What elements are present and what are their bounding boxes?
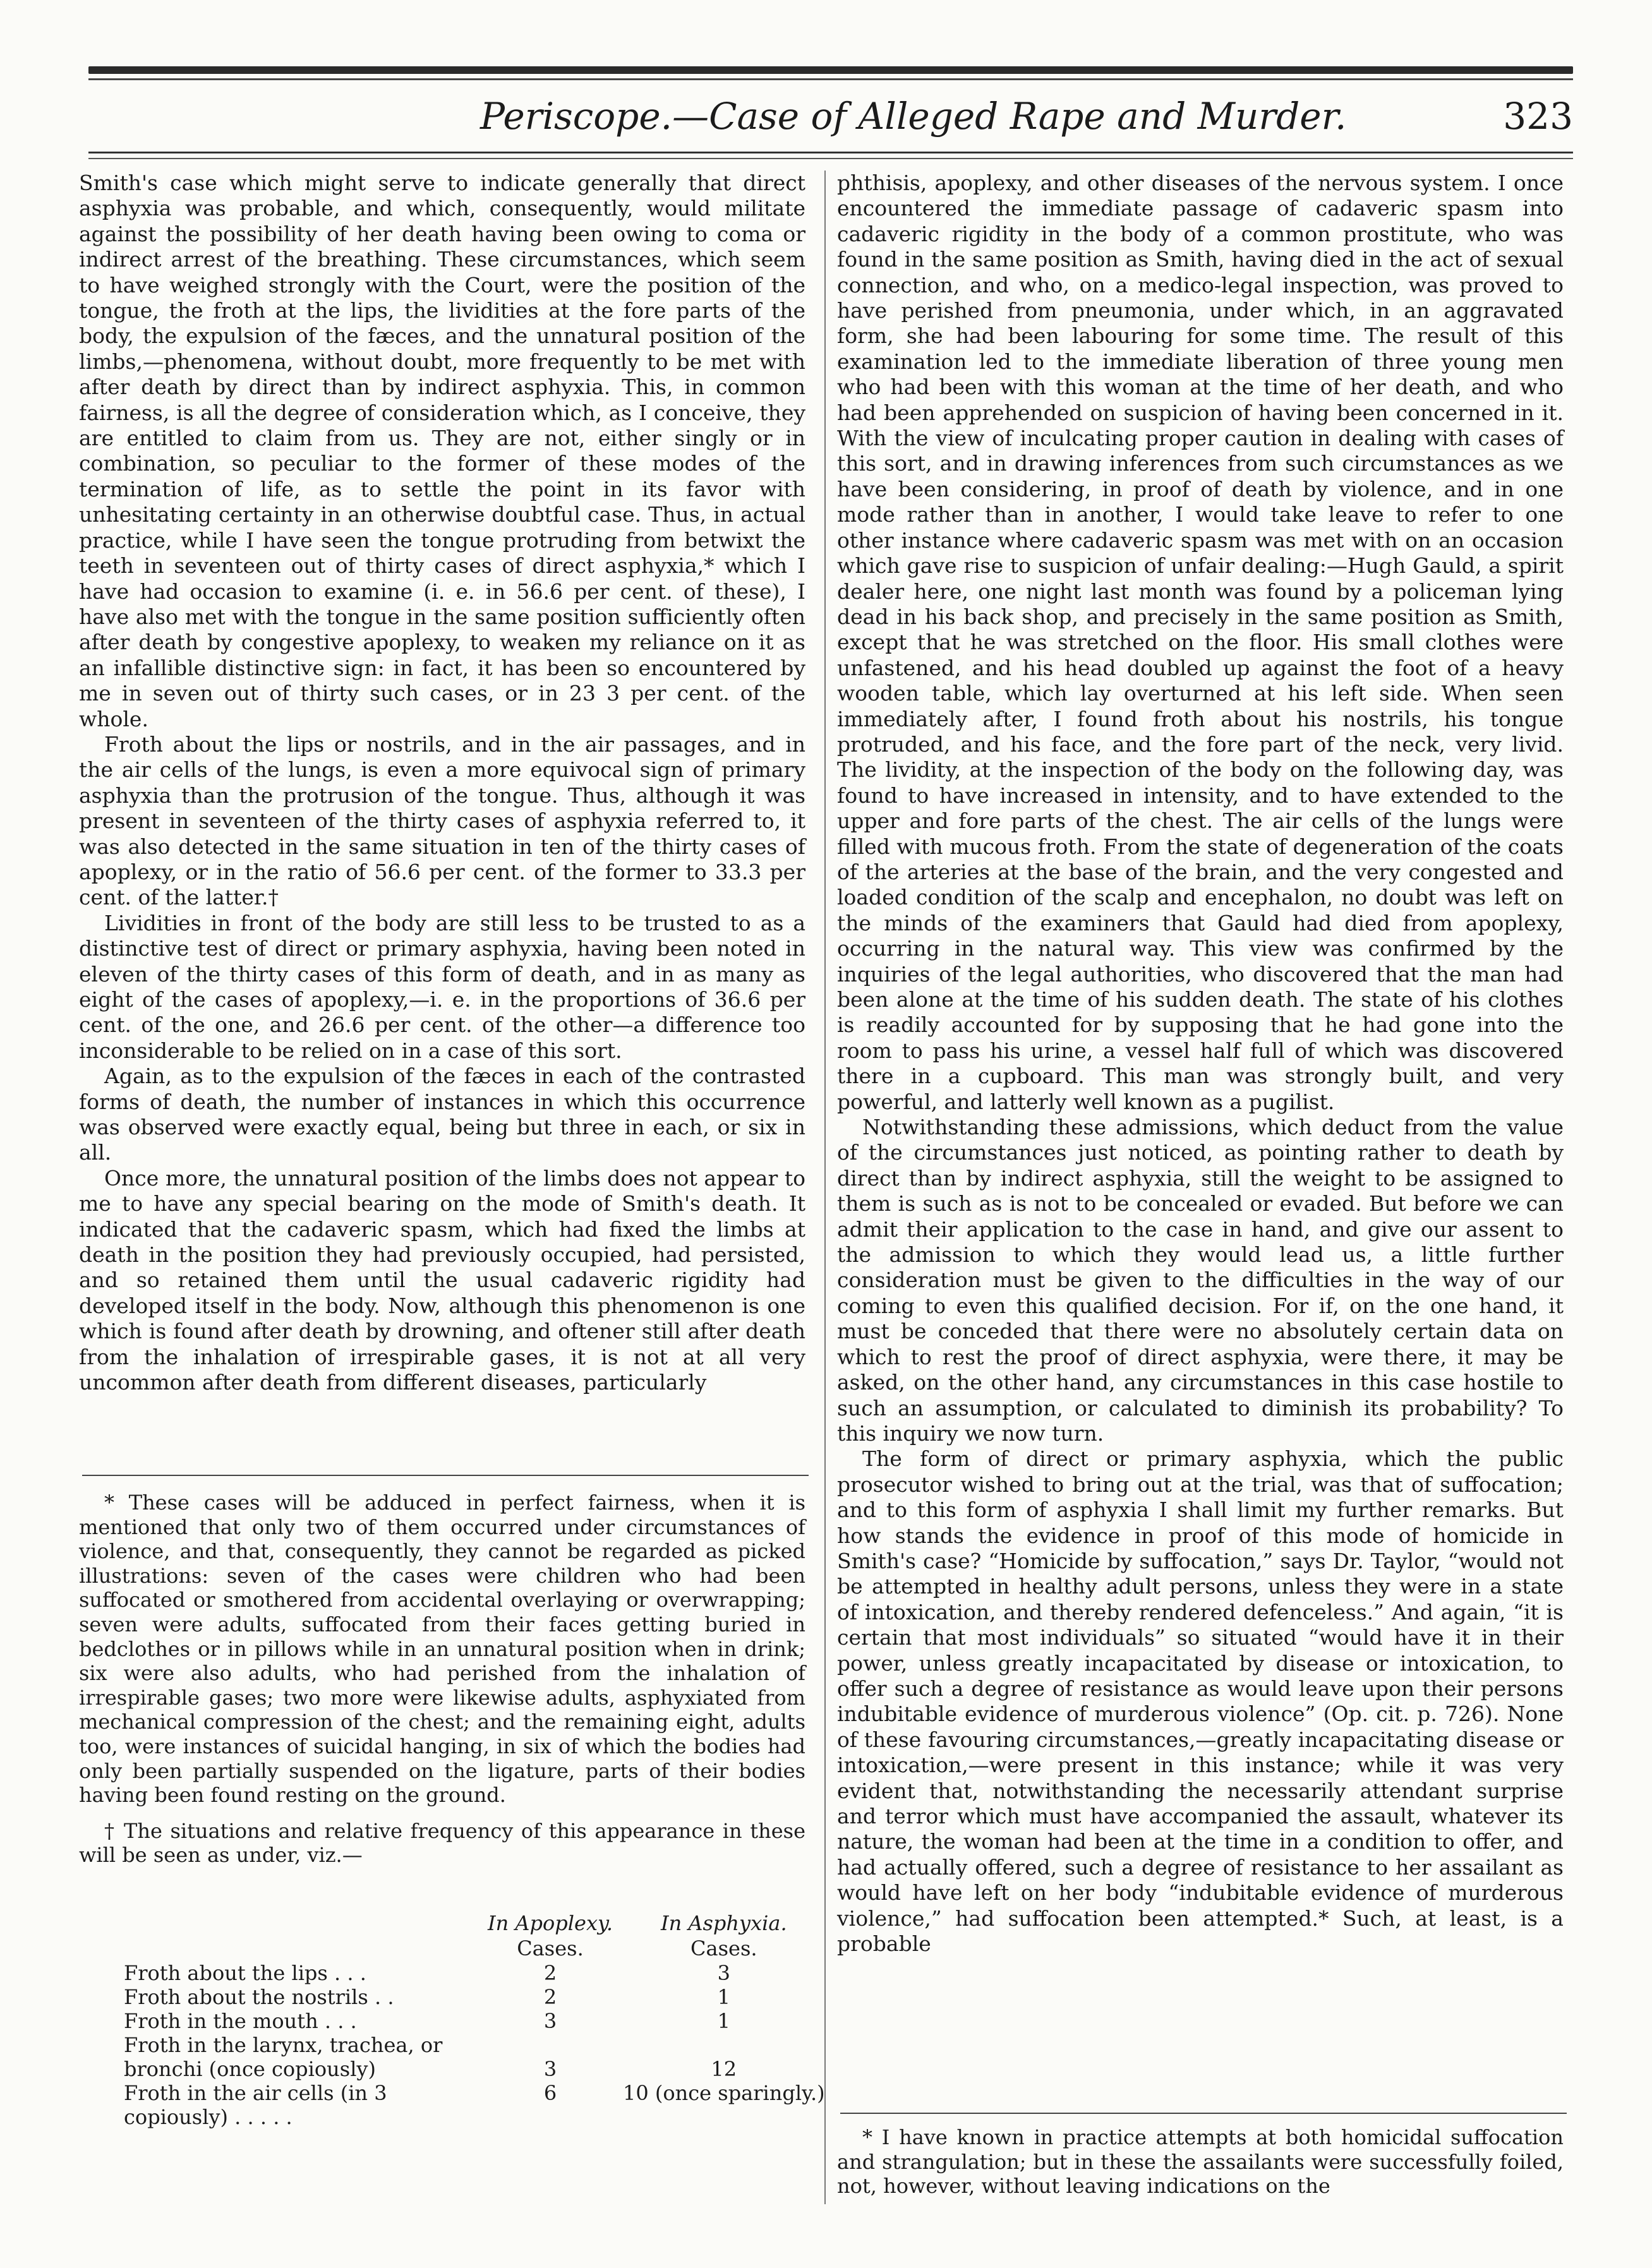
table-row — [120, 1961, 829, 1985]
paragraph: The form of direct or primary asphyxia, which the public prosecutor wished to bring out at the trial, was that of suffocation; and to this form of asphyxia I shall limit my further remarks. But how stands the evidence in proof of this mode of homicide in Smith's case? “Homicide by suffocation,” says Dr. Taylor, “would not be attempted in healthy adult persons, unless they were in a state of intoxication, and thereby rendered defenceless.” And again, “it is certain that most individuals” so situated “would have it in their power, unless greatly incapacitated by disease or intoxication, to offer such a degree of resistance as would leave upon their persons indubitable evidence of murderous violence” (Op. cit. p. 726). None of these favouring circumstances,—greatly incapacitating disease or intoxication,—were present in this instance; while it was very evident that, notwithstanding the necessarily attendant surprise and terror which must have accompanied the assault, whatever its nature, the woman had been at the time in a condition to offer, and had actually offered, such a degree of resistance to her assailant as would have left on her body “indubitable evidence of murderous violence,” had suffocation been attempted.* Such, at least, is a probable — [837, 1446, 1564, 1957]
column-header-apoplexy: In Apoplexy. — [488, 1911, 613, 1935]
footnote-rule — [840, 2113, 1567, 2114]
row-label: Froth about the lips . . . — [124, 1961, 366, 1985]
left-footnotes — [79, 1491, 805, 1868]
row-label: Froth in the larynx, trachea, or bronchi (once copiously) — [124, 2033, 443, 2081]
top-border-rule — [88, 66, 1573, 74]
column-subheader: Cases. — [690, 1936, 757, 1960]
table-row — [120, 2033, 829, 2081]
cell-apoplexy: 6 — [543, 2081, 557, 2105]
row-label: Froth about the nostrils . . — [124, 1985, 394, 2009]
column-divider — [824, 171, 826, 2204]
cell-asphyxia: 1 — [717, 2009, 730, 2033]
cell-apoplexy: 3 — [543, 2057, 557, 2081]
row-label: Froth in the mouth . . . — [124, 2009, 357, 2033]
paragraph: Lividities in front of the body are still less to be trusted to as a distinctive test of direct or primary asphyxia, having been noted in eleven of the thirty cases of this form of death, and in as many as eight of the cases of apoplexy,—i. e. in the proportions of 36.6 per cent. of the one, and 26.6 per cent. of the other—a difference too inconsiderable to be relied on in a case of this sort. — [79, 910, 805, 1063]
cell-apoplexy: 2 — [543, 1985, 557, 2009]
row-label: Froth in the air cells (in 3 copiously) . . . . . — [124, 2081, 387, 2129]
paragraph: Froth about the lips or nostrils, and in the air passages, and in the air cells of the lungs, is even a more equivocal sign of primary asphyxia than the protrusion of the tongue. Thus, although it was present in seventeen of the thirty cases of asphyxia referred to, it was also detected in the same situation in ten of the thirty cases of apoplexy, or in the ratio of 56.6 per cent. of the former to 33.3 per cent. of the latter.† — [79, 731, 805, 910]
paragraph: phthisis, apoplexy, and other diseases of the nervous system. I once encountered the immediate passage of cadaveric spasm into cadaveric rigidity in the body of a common prostitute, who was found in the same position as Smith, having died in the act of sexual connection, and who, on a medico-legal inspection, was proved to have perished from pneumonia, under which, in an aggravated form, she had been labouring for some time. The result of this examination led to the immediate liberation of three young men who had been with this woman at the time of her death, and who had been apprehended on suspicion of having been concerned in it. With the view of inculcating proper caution in dealing with cases of this sort, and in drawing inferences from such circumstances as we have been considering, in proof of death by violence, and in one mode rather than in another, I would take leave to refer to one other instance where cadaveric spasm was met with on an occasion which gave rise to suspicion of unfair dealing:—Hugh Gauld, a spirit dealer here, one night last month was found by a policeman lying dead in his back shop, and precisely in the same position as Smith, except that he was stretched on the floor. His small clothes were unfastened, and his head doubled up against the foot of a heavy wooden table, which lay overturned at his left side. When seen immediately after, I found froth about his nostrils, his tongue protruded, and his face, and the fore part of the neck, very livid. The lividity, at the inspection of the body on the following day, was found to have increased in intensity, and to have extended to the upper and fore parts of the chest. The air cells of the lungs were filled with mucous froth. From the state of degeneration of the coats of the arteries at the base of the brain, and the very congested and loaded condition of the scalp and encephalon, no doubt was left on the minds of the examiners that Gauld had died from apoplexy, occurring in the natural way. This view was confirmed by the inquiries of the legal authorities, who discovered that the man had been alone at the time of his sudden death. The state of his clothes is readily accounted for by supposing that he had gone into the room to pass his urine, a vessel half full of which was discovered there in a cupboard. This man was strongly built, and very powerful, and latterly well known as a pugilist. — [837, 171, 1564, 1114]
cell-apoplexy: 3 — [543, 2009, 557, 2033]
cell-asphyxia: 3 — [717, 1961, 730, 1985]
table-row — [120, 1985, 829, 2009]
header-rule-thin — [88, 158, 1573, 159]
right-footnote — [837, 2125, 1564, 2199]
running-title: Periscope.—Case of Alleged Rape and Murder. — [480, 95, 1347, 138]
footnote-rule — [82, 1475, 809, 1476]
paragraph: Smith's case which might serve to indicate generally that direct asphyxia was probable, and which, consequently, would militate against the possibility of her death having been owing to coma or indirect arrest of the breathing. These circumstances, which seem to have weighed strongly with the Court, were the position of the tongue, the froth at the lips, the lividities at the fore parts of the body, the expulsion of the fæces, and the unnatural position of the limbs,—phenomena, without doubt, more frequently to be met with after death by direct than by indirect asphyxia. This, in common fairness, is all the degree of consideration which, as I conceive, they are entitled to claim from us. They are not, either singly or in combination, so peculiar to the former of these modes of the termination of life, as to settle the point in its favor with unhesitating certainty in an otherwise doubtful case. Thus, in actual practice, while I have seen the tongue protruding from betwixt the teeth in seventeen out of thirty cases of direct asphyxia,* which I have had occasion to examine (i. e. in 56.6 per cent. of these), I have also met with the tongue in the same position sufficiently often after death by congestive apoplexy, to weaken my reliance on it as an infallible distinctive sign: in fact, it has been so encountered by me in seven out of thirty such cases, or in 23 3 per cent. of the whole. — [79, 171, 805, 731]
footnote: † The situations and relative frequency of this appearance in these will be seen as under, viz.— — [79, 1818, 805, 1868]
cell-asphyxia: 10 (once sparingly.) — [622, 2081, 825, 2105]
top-border-rule-thin — [88, 78, 1573, 80]
table-row — [120, 2009, 829, 2033]
cell-apoplexy: 2 — [543, 1961, 557, 1985]
footnote: * These cases will be adduced in perfect fairness, when it is mentioned that only two of them occurred under circumstances of violence, and that, consequently, they cannot be regarded as picked illustrations: seven of the cases were children who had been suffocated or smothered from accidental overlaying or overwrapping; seven were adults, suffocated from their faces getting buried in bedclothes or in pillows while in an unnatural position when in drink; six were also adults, who had perished from the inhalation of irrespirable gases; two more were likewise adults, asphyxiated from mechanical compression of the chest; and the remaining eight, adults too, were instances of suicidal hanging, in six of which the bodies had only been partially suspended on the ligature, parts of their bodies having been found resting on the ground. — [79, 1491, 805, 1808]
table-header-row — [120, 1911, 829, 1936]
right-column — [837, 171, 1564, 1957]
page-number: 323 — [1503, 95, 1573, 138]
cell-asphyxia: 1 — [717, 1985, 730, 2009]
left-column — [79, 171, 805, 1396]
paragraph: Notwithstanding these admissions, which deduct from the value of the circumstances just noticed, as pointing rather to death by direct than by indirect asphyxia, still the weight to be assigned to them is such as is not to be concealed or evaded. But before we can admit their application to the case in hand, and give our assent to the admission to which they would lead us, a little further consideration must be given to the difficulties in the way of our coming to even this qualified decision. For if, on the one hand, it must be conceded that there were no absolutely certain data on which to rest the proof of direct asphyxia, were there, it may be asked, on the other hand, any circumstances in this case hostile to such an assumption, or calculated to diminish its probability? To this inquiry we now turn. — [837, 1115, 1564, 1446]
table-subheader-row — [120, 1936, 829, 1961]
paragraph: Again, as to the expulsion of the fæces in each of the contrasted forms of death, the number of instances in which this occurrence was observed were exactly equal, being but three in each, or six in all. — [79, 1064, 805, 1165]
table-row — [120, 2081, 829, 2129]
paragraph: Once more, the unnatural position of the limbs does not appear to me to have any special bearing on the mode of Smith's death. It indicated that the cadaveric spasm, which had fixed the limbs at death in the position they had previously occupied, had persisted, and so retained them until the usual cadaveric rigidity had developed itself in the body. Now, although this phenomenon is one which is found after death by drowning, and oftener still after death from the inhalation of irrespirable gases, it is not at all very uncommon after death from different diseases, particularly — [79, 1165, 805, 1395]
column-subheader: Cases. — [517, 1936, 584, 1960]
footnote: * I have known in practice attempts at both homicidal suffocation and strangulation; but in these the assailants were successfully foiled, not, however, without leaving indications on the — [837, 2125, 1564, 2199]
froth-table — [120, 1911, 829, 2129]
header-rule — [88, 152, 1573, 153]
column-header-asphyxia: In Asphyxia. — [660, 1911, 787, 1935]
page-header — [88, 95, 1573, 145]
cell-asphyxia: 12 — [711, 2057, 737, 2081]
